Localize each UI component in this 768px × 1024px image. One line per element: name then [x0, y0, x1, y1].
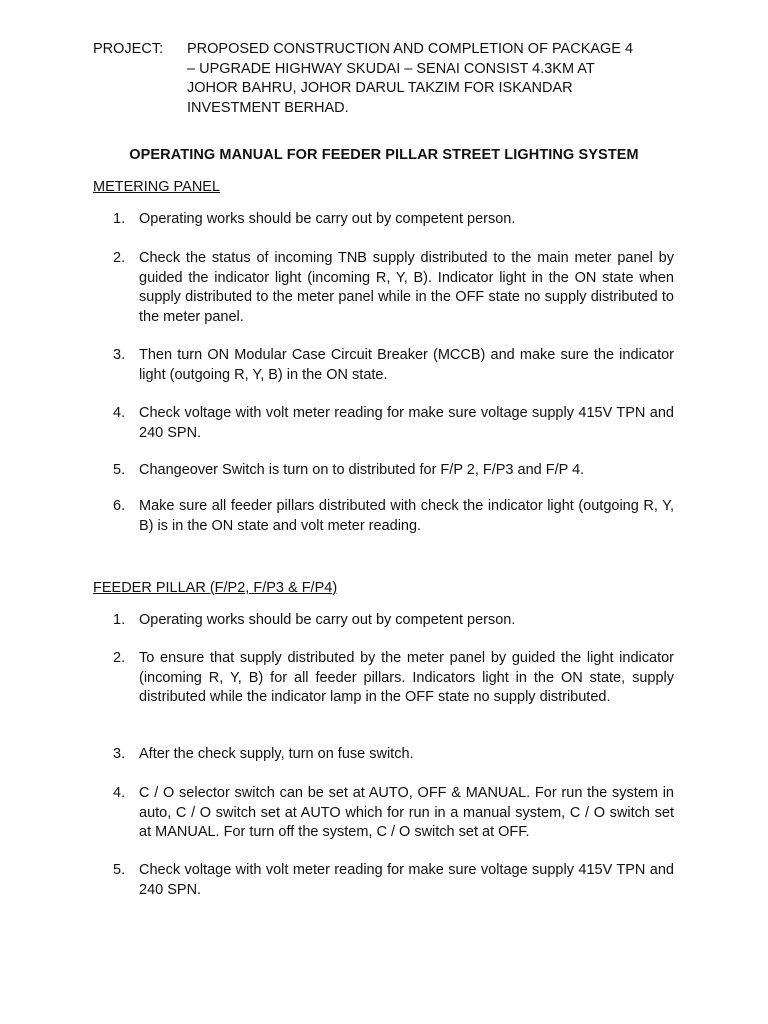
- item-text: Check voltage with volt meter reading for make sure voltage supply 415V TPN and 240 SPN.: [139, 405, 674, 441]
- item-number: 6.: [113, 498, 126, 514]
- list-item: [113, 249, 674, 327]
- section-heading-feeder-pillar: FEEDER PILLAR (F/P2, F/P3 & F/P4): [93, 580, 338, 596]
- project-line: PROPOSED CONSTRUCTION AND COMPLETION OF PACKAGE 4: [187, 41, 634, 57]
- item-text: Make sure all feeder pillars distributed with check the indicator light (outgoing R, Y, B) is in the ON state and volt meter reading.: [139, 498, 674, 534]
- list-item: [113, 346, 674, 385]
- item-text: Operating works should be carry out by competent person.: [139, 612, 516, 628]
- list-item: [113, 497, 674, 536]
- item-number: 2.: [113, 650, 126, 666]
- item-text: To ensure that supply distributed by the meter panel by guided the light indicator (incoming R, Y, B) for all feeder pillars. Indicators light in the ON state, supply distributed while the indicator lamp in the OFF state no supply distributed.: [139, 650, 674, 705]
- item-number: 3.: [113, 347, 126, 363]
- item-text: Changeover Switch is turn on to distributed for F/P 2, F/P3 and F/P 4.: [139, 462, 585, 478]
- list-item: [113, 784, 674, 843]
- item-text: C / O selector switch can be set at AUTO, OFF & MANUAL. For run the system in auto, C / O switch set at AUTO which for run in a manual system, C / O switch set at MANUAL. For turn off the system, C / O switch set at OFF.: [139, 785, 674, 840]
- list-item: [113, 649, 674, 708]
- item-text: After the check supply, turn on fuse switch.: [139, 746, 414, 762]
- item-text: Check the status of incoming TNB supply distributed to the main meter panel by guided the indicator light (incoming R, Y, B). Indicator light in the ON state when supply distributed to the meter panel while in the OFF state no supply distributed to the meter panel.: [139, 250, 674, 325]
- list-item: [113, 404, 674, 443]
- list-item: [113, 745, 674, 765]
- section-heading-metering-panel: METERING PANEL: [93, 179, 221, 195]
- item-number: 1.: [113, 211, 126, 227]
- list-item: [113, 461, 674, 481]
- item-number: 4.: [113, 405, 126, 421]
- document-title: OPERATING MANUAL FOR FEEDER PILLAR STREET LIGHTING SYSTEM: [129, 147, 639, 163]
- item-number: 2.: [113, 250, 126, 266]
- item-number: 3.: [113, 746, 126, 762]
- item-number: 5.: [113, 862, 126, 878]
- project-line: – UPGRADE HIGHWAY SKUDAI – SENAI CONSIST 4.3KM AT: [187, 60, 595, 77]
- item-text: Operating works should be carry out by competent person.: [139, 211, 516, 227]
- list-item: [113, 861, 674, 900]
- item-number: 4.: [113, 785, 126, 801]
- project-label: PROJECT:: [93, 41, 164, 57]
- project-line: INVESTMENT BERHAD.: [187, 99, 349, 116]
- project-description: [187, 40, 687, 118]
- item-number: 1.: [113, 612, 126, 628]
- project-line: JOHOR BAHRU, JOHOR DARUL TAKZIM FOR ISKANDAR: [187, 80, 573, 96]
- item-text: Check voltage with volt meter reading for make sure voltage supply 415V TPN and 240 SPN.: [139, 862, 674, 898]
- list-item: [113, 611, 674, 631]
- item-number: 5.: [113, 462, 126, 478]
- item-text: Then turn ON Modular Case Circuit Breaker (MCCB) and make sure the indicator light (outgoing R, Y, B) in the ON state.: [139, 347, 674, 383]
- list-item: [113, 210, 674, 230]
